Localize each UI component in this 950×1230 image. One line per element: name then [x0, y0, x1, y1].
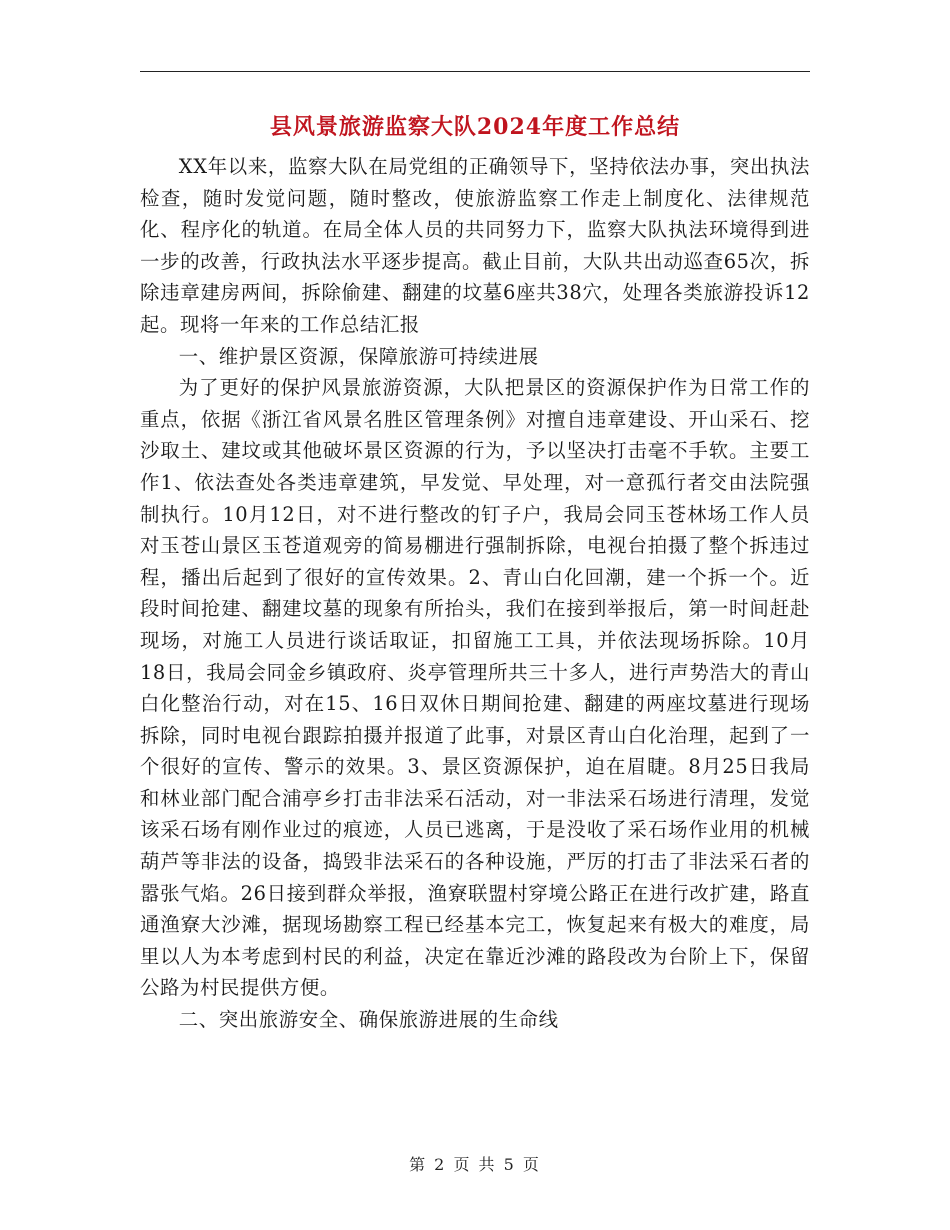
document-title: 县风景旅游监察大队2024年度工作总结	[269, 114, 681, 140]
section-heading-1: 一、维护景区资源，保障旅游可持续进展	[178, 344, 539, 368]
section-heading-2: 二、突出旅游安全、确保旅游进展的生命线	[178, 1008, 559, 1032]
document-body	[140, 151, 810, 1036]
header-rule	[140, 71, 810, 72]
paragraph-section-1: 为了更好的保护风景旅游资源，大队把景区的资源保护作为日常工作的重点，依据《浙江省风景名胜区管理条例》对擅自违章建设、开山采石、挖沙取土、建坟或其他破坏景区资源的行为，予以坚决打击毫不手软。主要工作1、依法查处各类违章建筑，早发觉、早处理，对一意孤行者交由法院强制执行。10月12日，对不进行整改的钉子户，我局会同玉苍林场工作人员对玉苍山景区玉苍道观旁的简易棚进行强制拆除，电视台拍摄了整个拆违过程，播出后起到了很好的宣传效果。2、青山白化回潮，建一个拆一个。近段时间抢建、翻建坟墓的现象有所抬头，我们在接到举报后，第一时间赶赴现场，对施工人员进行谈话取证，扣留施工工具，并依法现场拆除。10月18日，我局会同金乡镇政府、炎亭管理所共三十多人，进行声势浩大的青山白化整治行动，对在15、16日双休日期间抢建、翻建的两座坟墓进行现场拆除，同时电视台跟踪拍摄并报道了此事，对景区青山白化治理，起到了一个很好的宣传、警示的效果。3、景区资源保护，迫在眉睫。8月25日我局和林业部门配合浦亭乡打击非法采石活动，对一非法采石场进行清理，发觉该采石场有刚作业过的痕迹，人员已逃离，于是没收了采石场作业用的机械葫芦等非法的设备，捣毁非法采石的各种设施，严厉的打击了非法采石者的嚣张气焰。26日接到群众举报，渔寮联盟村穿境公路正在进行改扩建，路直通渔寮大沙滩，据现场勘察工程已经基本完工，恢复起来有极大的难度，局里以人为本考虑到村民的利益，决定在靠近沙滩的路段改为台阶上下，保留公路为村民提供方便。	[140, 376, 810, 1000]
paragraph-intro: XX年以来，监察大队在局党组的正确领导下，坚持依法办事，突出执法检查，随时发觉问题，随时整改，使旅游监察工作走上制度化、法律规范化、程序化的轨道。在局全体人员的共同努力下，监察大队执法环境得到进一步的改善，行政执法水平逐步提高。截止目前，大队共出动巡查65次，拆除违章建房两间，拆除偷建、翻建的坟墓6座共38穴，处理各类旅游投诉12起。现将一年来的工作总结汇报	[140, 155, 810, 336]
page-footer: 第 2 页 共 5 页	[409, 1155, 541, 1174]
